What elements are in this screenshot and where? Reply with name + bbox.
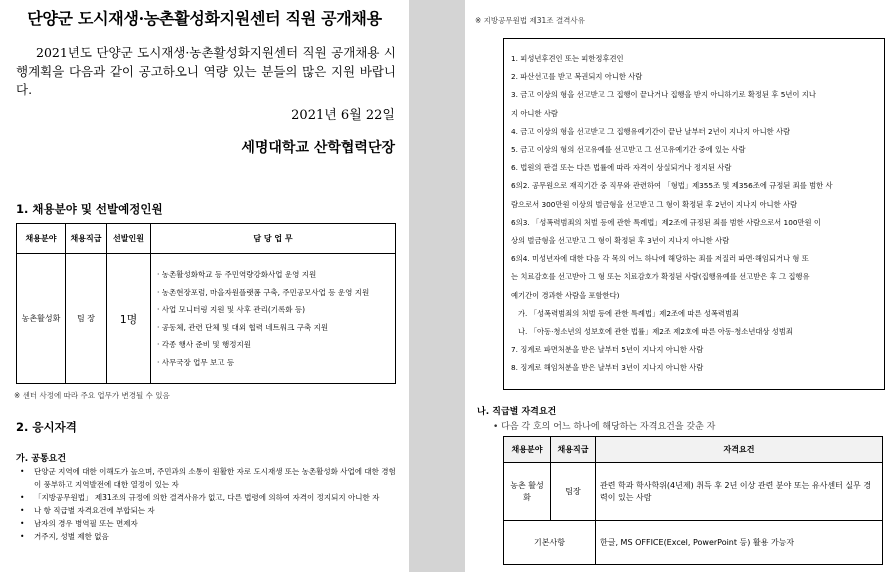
disqualification-line: 는 치료감호를 선고받아 그 형 또는 치료감호가 확정된 사람(집행유예를 선고받은 후 그 집행유 <box>511 272 810 282</box>
duty-item: · 각종 행사 준비 및 행정지원 <box>157 340 251 349</box>
cell-rank: 팀장 <box>551 463 596 521</box>
header-rank: 채용직급 <box>551 437 596 463</box>
duty-change-note: ※ 센터 사정에 따라 주요 업무가 변경될 수 있음 <box>14 391 170 400</box>
page-title: 단양군 도시재생·농촌활성화지원센터 직원 공개채용 <box>27 9 382 28</box>
disqualification-line: 람으로서 300만원 이상의 벌금형을 선고받고 그 형이 확정된 후 2년이 지나지 아니한 사람 <box>511 199 798 209</box>
duty-item: · 공동체, 관련 단체 및 대외 협력 네트워크 구축 지원 <box>157 322 329 332</box>
cell-requirement: 관련 학과 학사학위(4년제) 취득 후 2년 이상 관련 분야 또는 유사센터 실무 경력이 있는 사람 <box>596 463 883 521</box>
disqualification-line: 상의 벌금형을 선고받고 그 형이 확정된 후 3년이 지나지 아니한 사람 <box>511 236 730 245</box>
disqualification-line: 나. 「아동·청소년의 성보호에 관한 법률」제2조 제2호에 따른 아동·청소년대상 성범죄 <box>518 327 793 336</box>
page-right <box>465 0 893 572</box>
section-eligibility-heading: 2. 응시자격 <box>16 420 77 434</box>
qualification-table <box>503 436 883 565</box>
cell-basic-label: 기본사항 <box>504 521 596 565</box>
disqualification-line: 가. 「성폭력범죄의 처벌 등에 관한 특례법」제2조에 따른 성폭력범죄 <box>518 308 740 318</box>
disqualification-line: 6의3. 「성폭력범죄의 처벌 등에 관한 특례법」제2조에 규정된 죄를 범한 사람으로서 100만원 이 <box>511 217 821 227</box>
announcement-date: 2021년 6월 22일 <box>291 108 395 123</box>
duty-item: · 농촌현장포럼, 마을자원플랫폼 구축, 주민공모사업 등 운영 지원 <box>157 287 370 297</box>
recruitment-table <box>16 223 396 384</box>
header-duties: 담 당 업 무 <box>151 224 396 254</box>
disqualification-line: 6의4. 미성년자에 대한 다음 각 목의 어느 하나에 해당하는 죄를 저질러 파면·해임되거나 형 또 <box>511 254 809 264</box>
cell-field: 농촌 활성화 <box>504 463 551 521</box>
cell-field: 농촌활성화 <box>17 254 66 384</box>
disqualification-line: 6. 법원의 판결 또는 다른 법률에 따라 자격이 상실되거나 정지된 사람 <box>511 163 732 173</box>
header-field: 채용분야 <box>17 224 66 254</box>
disqualification-line: 1. 피성년후견인 또는 피한정후견인 <box>511 54 624 63</box>
disqualification-line: 4. 금고 이상의 형을 선고받고 그 집행유예기간이 끝난 날부터 2년이 지나지 아니한 사람 <box>511 126 791 136</box>
disqualification-line: 2. 파산선고를 받고 복권되지 아니한 사람 <box>511 72 643 82</box>
list-item: • 거주지, 성별 제한 없음 <box>18 530 398 543</box>
list-item: • 단양군 지역에 대한 이해도가 높으며, 주민과의 소통이 원활한 자로 도시재생 또는 농촌활성화 사업에 대한 경험이 풍부하고 지역발전에 대한 열정이 있는 자 <box>18 465 398 491</box>
list-item: • 남자의 경우 병역필 또는 면제자 <box>18 517 398 530</box>
disqualification-line: 8. 징계로 해임처분을 받은 날부터 3년이 지나지 아니한 사람 <box>511 363 704 373</box>
disqualification-box <box>503 38 885 390</box>
qualification-subtext: • 다음 각 호의 어느 하나에 해당하는 자격요건을 갖춘 자 <box>493 422 716 432</box>
header-field: 채용분야 <box>504 437 551 463</box>
duty-item: · 사업 모니터링 지원 및 사후 관리(기록화 등) <box>157 305 306 314</box>
cell-rank: 팀 장 <box>66 254 107 384</box>
list-item: • 「지방공무원법」 제31조의 규정에 의한 결격사유가 없고, 다른 법령에 의하여 자격이 정지되지 아니한 자 <box>18 491 398 504</box>
disqualification-line: 지 아니한 사람 <box>511 108 558 118</box>
cell-basic: 한글, MS OFFICE(Excel, PowerPoint 등) 활용 가능자 <box>596 521 883 565</box>
list-item: • 나 항 직급별 자격요건에 부합되는 자 <box>18 504 398 517</box>
disqualification-line: 7. 징계로 파면처분을 받은 날부터 5년이 지나지 아니한 사람 <box>511 345 704 355</box>
duty-item: · 농촌활성화학교 등 주민역량강화사업 운영 지원 <box>157 270 317 279</box>
common-requirements-heading: 가. 공통요건 <box>16 454 67 464</box>
intro-paragraph: 2021년도 단양군 도시재생·농촌활성화지원센터 직원 공개채용 시행계획을 다음과 같이 공고하오니 역량 있는 분들의 많은 지원 바랍니다. <box>16 45 396 97</box>
disqualification-line: 예기간이 경과한 사람을 포함한다) <box>511 290 620 300</box>
common-requirements-list <box>18 465 398 543</box>
cell-count: 1명 <box>107 254 151 384</box>
section-recruitment-heading: 1. 채용분야 및 선발예정인원 <box>16 202 163 216</box>
disqualification-heading: ※ 지방공무원법 제31조 결격사유 <box>475 16 585 25</box>
qualification-heading: 나. 직급별 자격요건 <box>477 407 557 417</box>
disqualification-line: 6의2. 공무원으로 재직기간 중 직무와 관련하여 「형법」제355조 및 제356조에 규정된 죄를 범한 사 <box>511 181 833 191</box>
header-rank: 채용직급 <box>66 224 107 254</box>
disqualification-line: 3. 금고 이상의 형을 선고받고 그 집행이 끝나거나 집행을 받지 아니하기로 확정된 후 5년이 지나 <box>511 90 816 100</box>
header-count: 선발인원 <box>107 224 151 254</box>
disqualification-line: 5. 금고 이상의 형의 선고유예를 선고받고 그 선고유예기간 중에 있는 사람 <box>511 145 746 154</box>
cell-duties <box>151 254 396 384</box>
header-requirement: 자격요건 <box>596 437 883 463</box>
organization-name: 세명대학교 산학협력단장 <box>241 140 395 156</box>
duty-item: · 사무국장 업무 보고 등 <box>157 357 235 367</box>
page-left <box>0 0 409 572</box>
